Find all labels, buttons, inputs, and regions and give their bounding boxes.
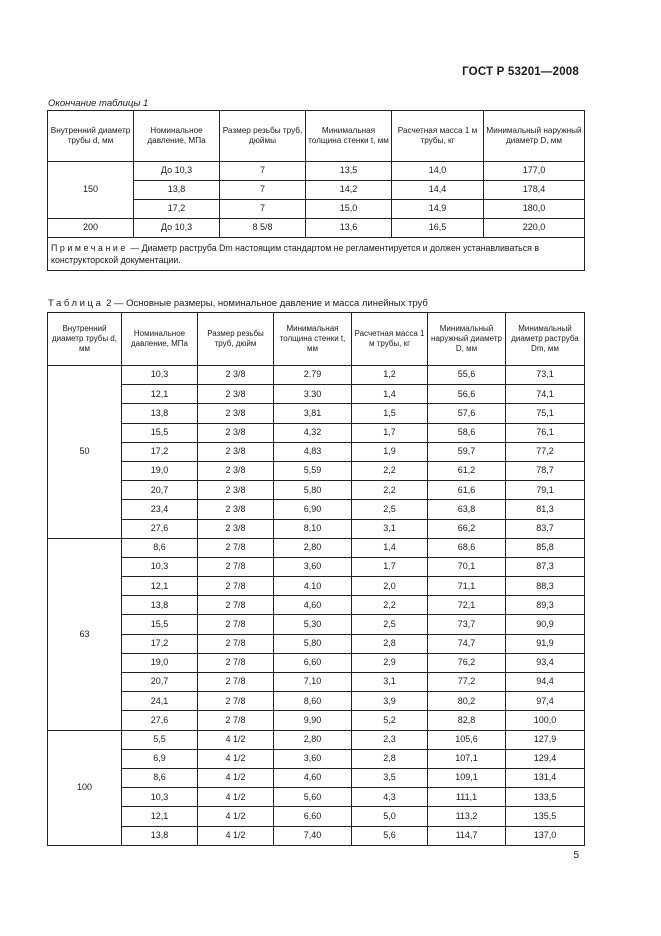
table-cell: 12,1 bbox=[122, 577, 198, 596]
table-cell: 15,0 bbox=[306, 200, 392, 219]
table-cell: 1,7 bbox=[352, 423, 428, 442]
table-cell: 2 7/8 bbox=[198, 634, 274, 653]
table-cell: 87,3 bbox=[506, 557, 585, 576]
column-header: Размер резьбы труб, дюйм bbox=[198, 313, 274, 366]
document-header: ГОСТ Р 53201—2008 bbox=[462, 66, 579, 78]
table-row bbox=[48, 385, 585, 404]
table-cell: 94,4 bbox=[506, 673, 585, 692]
table-cell: 220,0 bbox=[484, 219, 585, 238]
table-cell: 111,1 bbox=[428, 788, 506, 807]
table-cell: 2,5 bbox=[352, 615, 428, 634]
table-row bbox=[48, 519, 585, 538]
table-cell: 76,1 bbox=[506, 423, 585, 442]
table-cell: 4 1/2 bbox=[198, 807, 274, 826]
diameter-cell: 150 bbox=[48, 162, 134, 219]
table-cell: 82,8 bbox=[428, 711, 506, 730]
table-cell: 8 5/8 bbox=[220, 219, 306, 238]
table-row bbox=[48, 711, 585, 730]
table-cell: 4.10 bbox=[274, 577, 352, 596]
table-cell: 2 7/8 bbox=[198, 615, 274, 634]
table-cell: 7 bbox=[220, 162, 306, 181]
table-cell: 3,60 bbox=[274, 749, 352, 768]
table-cell: 129,4 bbox=[506, 749, 585, 768]
table-cell: 56,6 bbox=[428, 385, 506, 404]
table-row bbox=[48, 481, 585, 500]
table-row bbox=[48, 826, 585, 845]
table-cell: 5,0 bbox=[352, 807, 428, 826]
table-cell: 13,8 bbox=[122, 826, 198, 845]
table-row bbox=[48, 807, 585, 826]
table-cell: 1.7 bbox=[352, 557, 428, 576]
table-row bbox=[48, 749, 585, 768]
column-header: Минимальный наружный диаметр D, мм bbox=[428, 313, 506, 366]
table-cell: 3,60 bbox=[274, 557, 352, 576]
table-cell: 2 7/8 bbox=[198, 577, 274, 596]
table-cell: 15,5 bbox=[122, 615, 198, 634]
table-cell: 89,3 bbox=[506, 596, 585, 615]
note-row bbox=[48, 238, 585, 271]
table-cell: 2,2 bbox=[352, 481, 428, 500]
table-cell: 105,6 bbox=[428, 730, 506, 749]
table-cell: 23,4 bbox=[122, 500, 198, 519]
table-cell: 6,60 bbox=[274, 653, 352, 672]
table-cell: 63,8 bbox=[428, 500, 506, 519]
table1 bbox=[47, 110, 585, 271]
table-cell: 2 7/8 bbox=[198, 596, 274, 615]
table-cell: 5,80 bbox=[274, 481, 352, 500]
column-header: Минимальный диаметр раструба Dm, мм bbox=[506, 313, 585, 366]
table-cell: 78,7 bbox=[506, 461, 585, 480]
table-cell: 2,0 bbox=[352, 577, 428, 596]
table1-caption: Окончание таблицы 1 bbox=[48, 98, 149, 109]
table-cell: 2,3 bbox=[352, 730, 428, 749]
table-cell: 81,3 bbox=[506, 500, 585, 519]
table-cell: 74,1 bbox=[506, 385, 585, 404]
table-cell: 2 7/8 bbox=[198, 673, 274, 692]
table-cell: 113,2 bbox=[428, 807, 506, 826]
table-cell: 2,80 bbox=[274, 730, 352, 749]
table-cell: 2,9 bbox=[352, 653, 428, 672]
table-cell: 100,0 bbox=[506, 711, 585, 730]
diameter-cell: 200 bbox=[48, 219, 134, 238]
table-cell: 2,2 bbox=[352, 461, 428, 480]
table-cell: 4,60 bbox=[274, 596, 352, 615]
table-cell: 2 3/8 bbox=[198, 519, 274, 538]
table-cell: 70,1 bbox=[428, 557, 506, 576]
note-label: Примечание bbox=[51, 242, 128, 253]
table-cell: 13,8 bbox=[134, 181, 220, 200]
table2-header-row bbox=[48, 313, 585, 366]
column-header: Номинальное давление, МПа bbox=[134, 111, 220, 162]
page-number: 5 bbox=[573, 850, 579, 861]
table-cell: До 10,3 bbox=[134, 219, 220, 238]
table-cell: 13,5 bbox=[306, 162, 392, 181]
table-cell: 177,0 bbox=[484, 162, 585, 181]
table-cell: 4 1/2 bbox=[198, 788, 274, 807]
table-cell: 178,4 bbox=[484, 181, 585, 200]
table1-body bbox=[48, 162, 585, 271]
table-cell: 91,9 bbox=[506, 634, 585, 653]
table-cell: 5,80 bbox=[274, 634, 352, 653]
table-cell: 133,5 bbox=[506, 788, 585, 807]
table-cell: 2 7/8 bbox=[198, 692, 274, 711]
table-cell: 1,4 bbox=[352, 385, 428, 404]
table-cell: 8,6 bbox=[122, 768, 198, 787]
table-cell: 2,8 bbox=[352, 749, 428, 768]
table1-header-row bbox=[48, 111, 585, 162]
table-cell: 55,6 bbox=[428, 366, 506, 385]
table-row bbox=[48, 673, 585, 692]
table-cell: 7 bbox=[220, 200, 306, 219]
table-cell: 13,8 bbox=[122, 404, 198, 423]
table-row bbox=[48, 615, 585, 634]
table-cell: 135,5 bbox=[506, 807, 585, 826]
table-cell: 10,3 bbox=[122, 366, 198, 385]
table-cell: 14,4 bbox=[392, 181, 484, 200]
table2-body bbox=[48, 366, 585, 846]
table-cell: 5,2 bbox=[352, 711, 428, 730]
table-cell: 107,1 bbox=[428, 749, 506, 768]
table-cell: 4,83 bbox=[274, 442, 352, 461]
table-cell: 2 7/8 bbox=[198, 538, 274, 557]
diameter-cell: 100 bbox=[48, 730, 122, 845]
table-cell: 59,7 bbox=[428, 442, 506, 461]
table-cell: 127,9 bbox=[506, 730, 585, 749]
table-cell: 4,3 bbox=[352, 788, 428, 807]
table-cell: 4,60 bbox=[274, 768, 352, 787]
table-cell: 1,5 bbox=[352, 404, 428, 423]
table-cell: 4,32 bbox=[274, 423, 352, 442]
table-cell: 131,4 bbox=[506, 768, 585, 787]
table-cell: 10,3 bbox=[122, 557, 198, 576]
table-cell: До 10,3 bbox=[134, 162, 220, 181]
table-cell: 2 3/8 bbox=[198, 366, 274, 385]
table-cell: 76,2 bbox=[428, 653, 506, 672]
table-cell: 74,7 bbox=[428, 634, 506, 653]
table-row bbox=[48, 768, 585, 787]
table-cell: 2 7/8 bbox=[198, 653, 274, 672]
note-cell bbox=[48, 238, 585, 271]
table-cell: 1,4 bbox=[352, 538, 428, 557]
table-cell: 4 1/2 bbox=[198, 826, 274, 845]
table2-caption bbox=[48, 298, 428, 309]
table-cell: 12,1 bbox=[122, 807, 198, 826]
table-row bbox=[48, 219, 585, 238]
table-cell: 8,10 bbox=[274, 519, 352, 538]
table-cell: 61,6 bbox=[428, 481, 506, 500]
table-cell: 79,1 bbox=[506, 481, 585, 500]
table-cell: 2 3/8 bbox=[198, 442, 274, 461]
table-cell: 1,2 bbox=[352, 366, 428, 385]
table-cell: 73,7 bbox=[428, 615, 506, 634]
table-row bbox=[48, 366, 585, 385]
table2-caption-text: 2 — Основные размеры, номинальное давление и масса линейных труб bbox=[103, 298, 428, 309]
table2-caption-label: Таблица bbox=[48, 298, 104, 309]
table-row bbox=[48, 442, 585, 461]
table-row bbox=[48, 557, 585, 576]
table-row bbox=[48, 404, 585, 423]
table-cell: 20,7 bbox=[122, 673, 198, 692]
table-cell: 3,9 bbox=[352, 692, 428, 711]
table-cell: 88,3 bbox=[506, 577, 585, 596]
table-cell: 24,1 bbox=[122, 692, 198, 711]
table-row bbox=[48, 596, 585, 615]
table-cell: 6,9 bbox=[122, 749, 198, 768]
table-cell: 4 1/2 bbox=[198, 730, 274, 749]
table-cell: 7,40 bbox=[274, 826, 352, 845]
table2 bbox=[47, 312, 585, 846]
table-cell: 14,0 bbox=[392, 162, 484, 181]
table-cell: 72,1 bbox=[428, 596, 506, 615]
table-cell: 2 3/8 bbox=[198, 481, 274, 500]
table-cell: 77,2 bbox=[428, 673, 506, 692]
table-row bbox=[48, 653, 585, 672]
column-header: Расчетная масса 1 м трубы, кг bbox=[352, 313, 428, 366]
table-cell: 3,1 bbox=[352, 673, 428, 692]
table-cell: 75,1 bbox=[506, 404, 585, 423]
table-row bbox=[48, 538, 585, 557]
table-cell: 90,9 bbox=[506, 615, 585, 634]
table-cell: 83,7 bbox=[506, 519, 585, 538]
table-cell: 71,1 bbox=[428, 577, 506, 596]
table-cell: 2,8 bbox=[352, 634, 428, 653]
table-cell: 2 7/8 bbox=[198, 557, 274, 576]
column-header: Минимальная толщина стенки t, мм bbox=[274, 313, 352, 366]
table-cell: 68,6 bbox=[428, 538, 506, 557]
table-cell: 5,5 bbox=[122, 730, 198, 749]
table-cell: 57,6 bbox=[428, 404, 506, 423]
table-cell: 73,1 bbox=[506, 366, 585, 385]
table-cell: 2,5 bbox=[352, 500, 428, 519]
table-cell: 14,2 bbox=[306, 181, 392, 200]
table-cell: 10,3 bbox=[122, 788, 198, 807]
diameter-cell: 63 bbox=[48, 538, 122, 730]
table-row bbox=[48, 730, 585, 749]
table-cell: 2,2 bbox=[352, 596, 428, 615]
table-cell: 2 3/8 bbox=[198, 385, 274, 404]
table-cell: 2.79 bbox=[274, 366, 352, 385]
table-cell: 8,60 bbox=[274, 692, 352, 711]
table-row bbox=[48, 634, 585, 653]
column-header: Размер резьбы труб, дюймы bbox=[220, 111, 306, 162]
table-cell: 66,2 bbox=[428, 519, 506, 538]
table-cell: 7 bbox=[220, 181, 306, 200]
table-cell: 61,2 bbox=[428, 461, 506, 480]
column-header: Расчетная масса 1 м трубы, кг bbox=[392, 111, 484, 162]
diameter-cell: 50 bbox=[48, 366, 122, 539]
table-cell: 2 3/8 bbox=[198, 423, 274, 442]
table-cell: 58,6 bbox=[428, 423, 506, 442]
table-cell: 15,5 bbox=[122, 423, 198, 442]
table-cell: 19,0 bbox=[122, 653, 198, 672]
table-cell: 27,6 bbox=[122, 711, 198, 730]
column-header: Минимальная толщина стенки t, мм bbox=[306, 111, 392, 162]
table-cell: 93,4 bbox=[506, 653, 585, 672]
table-cell: 3,1 bbox=[352, 519, 428, 538]
table-cell: 16,5 bbox=[392, 219, 484, 238]
table-cell: 3.30 bbox=[274, 385, 352, 404]
table-cell: 7,10 bbox=[274, 673, 352, 692]
table-cell: 2 3/8 bbox=[198, 461, 274, 480]
table-cell: 6,90 bbox=[274, 500, 352, 519]
table-cell: 3,5 bbox=[352, 768, 428, 787]
table-row bbox=[48, 162, 585, 181]
column-header: Внутренний диаметр трубы d, мм bbox=[48, 111, 134, 162]
column-header: Внутренний диаметр трубы d, мм bbox=[48, 313, 122, 366]
table-row bbox=[48, 577, 585, 596]
table-cell: 6,60 bbox=[274, 807, 352, 826]
table-row bbox=[48, 692, 585, 711]
note-text: — Диаметр раструба Dm настоящим стандартом не регламентируется и должен устанавливаться в конструкторской документации. bbox=[51, 242, 540, 265]
table-cell: 2 7/8 bbox=[198, 711, 274, 730]
table-row bbox=[48, 500, 585, 519]
table-cell: 109,1 bbox=[428, 768, 506, 787]
table-cell: 180,0 bbox=[484, 200, 585, 219]
table-cell: 137,0 bbox=[506, 826, 585, 845]
table-cell: 2 3/8 bbox=[198, 404, 274, 423]
table-cell: 14,9 bbox=[392, 200, 484, 219]
table-cell: 5,60 bbox=[274, 788, 352, 807]
table-cell: 5,59 bbox=[274, 461, 352, 480]
table-cell: 80,2 bbox=[428, 692, 506, 711]
table-cell: 114,7 bbox=[428, 826, 506, 845]
table-cell: 2,80 bbox=[274, 538, 352, 557]
table-cell: 4 1/2 bbox=[198, 768, 274, 787]
table-cell: 9,90 bbox=[274, 711, 352, 730]
table-row bbox=[48, 788, 585, 807]
table-cell: 19,0 bbox=[122, 461, 198, 480]
table-cell: 13,6 bbox=[306, 219, 392, 238]
table-cell: 4 1/2 bbox=[198, 749, 274, 768]
table-cell: 3,81 bbox=[274, 404, 352, 423]
table-cell: 27,6 bbox=[122, 519, 198, 538]
table-row bbox=[48, 423, 585, 442]
table-cell: 77,2 bbox=[506, 442, 585, 461]
table-cell: 12,1 bbox=[122, 385, 198, 404]
column-header: Минимальный наружный диаметр D, мм bbox=[484, 111, 585, 162]
table-row bbox=[48, 461, 585, 480]
table-cell: 85,8 bbox=[506, 538, 585, 557]
table-cell: 13,8 bbox=[122, 596, 198, 615]
table-cell: 8,6 bbox=[122, 538, 198, 557]
table-cell: 97,4 bbox=[506, 692, 585, 711]
table-cell: 17,2 bbox=[134, 200, 220, 219]
table-cell: 5,6 bbox=[352, 826, 428, 845]
table-cell: 20,7 bbox=[122, 481, 198, 500]
column-header: Номинальное давление, МПа bbox=[122, 313, 198, 366]
table-cell: 17,2 bbox=[122, 442, 198, 461]
table-cell: 5,30 bbox=[274, 615, 352, 634]
table-cell: 1,9 bbox=[352, 442, 428, 461]
table-cell: 17,2 bbox=[122, 634, 198, 653]
table-cell: 2 3/8 bbox=[198, 500, 274, 519]
